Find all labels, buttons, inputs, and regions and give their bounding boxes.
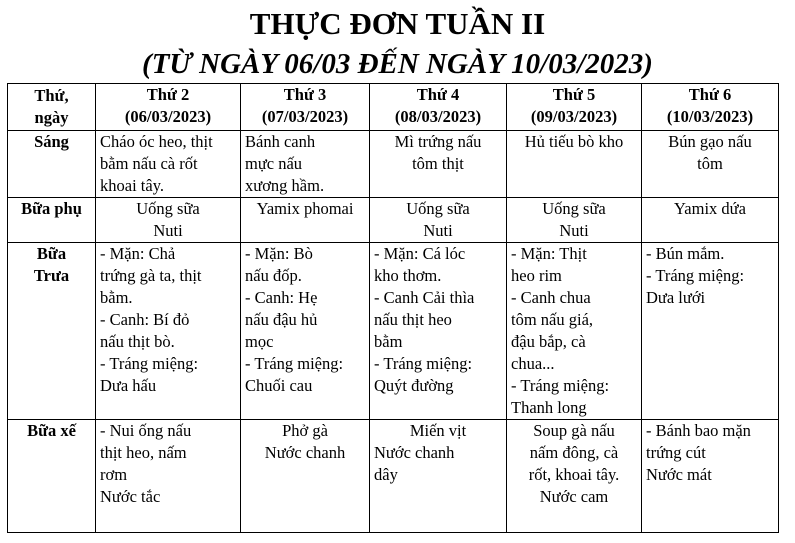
cell-bua-xe-thu-2: - Nui ống nấu thịt heo, nấm rơm Nước tắc bbox=[96, 420, 241, 533]
cell-sang-thu-2: Cháo óc heo, thịt bằm nấu cà rốt khoai tây. bbox=[96, 131, 241, 198]
row-bua-xe bbox=[8, 420, 779, 533]
header-thu-2: Thứ 2 (06/03/2023) bbox=[96, 84, 241, 131]
row-label-bua-trua: Bữa Trưa bbox=[8, 243, 96, 420]
header-thu-5: Thứ 5 (09/03/2023) bbox=[507, 84, 642, 131]
cell-sang-thu-6: Bún gạo nấu tôm bbox=[642, 131, 779, 198]
row-label-bua-phu: Bữa phụ bbox=[8, 198, 96, 243]
cell-sang-thu-5: Hủ tiếu bò kho bbox=[507, 131, 642, 198]
cell-sang-thu-3: Bánh canh mực nấu xương hầm. bbox=[241, 131, 370, 198]
cell-bua-trua-thu-6: - Bún mắm. - Tráng miệng: Dưa lưới bbox=[642, 243, 779, 420]
page-title: THỰC ĐƠN TUẦN II bbox=[249, 6, 546, 41]
cell-bua-xe-thu-4: Miến vịt Nước chanh dây bbox=[370, 420, 507, 533]
cell-bua-phu-thu-4: Uống sữa Nuti bbox=[370, 198, 507, 243]
row-bua-phu bbox=[8, 198, 779, 243]
cell-bua-phu-thu-5: Uống sữa Nuti bbox=[507, 198, 642, 243]
header-day-date: Thứ, ngày bbox=[8, 84, 96, 131]
cell-bua-phu-thu-6: Yamix dứa bbox=[642, 198, 779, 243]
cell-bua-xe-thu-6: - Bánh bao mặn trứng cút Nước mát bbox=[642, 420, 779, 533]
row-bua-trua bbox=[8, 243, 779, 420]
cell-bua-phu-thu-2: Uống sữa Nuti bbox=[96, 198, 241, 243]
page-subtitle: (TỪ NGÀY 06/03 ĐẾN NGÀY 10/03/2023) bbox=[142, 48, 653, 80]
header-thu-6: Thứ 6 (10/03/2023) bbox=[642, 84, 779, 131]
header-row bbox=[8, 84, 779, 131]
header-thu-3: Thứ 3 (07/03/2023) bbox=[241, 84, 370, 131]
row-sang bbox=[8, 131, 779, 198]
cell-bua-xe-thu-5: Soup gà nấu nấm đông, cà rốt, khoai tây. Nước cam bbox=[507, 420, 642, 533]
cell-bua-trua-thu-4: - Mặn: Cá lóc kho thơm. - Canh Cải thìa nấu thịt heo bằm - Tráng miệng: Quýt đường bbox=[370, 243, 507, 420]
cell-bua-trua-thu-2: - Mặn: Chả trứng gà ta, thịt bằm. - Canh: Bí đỏ nấu thịt bò. - Tráng miệng: Dưa hấu bbox=[96, 243, 241, 420]
row-label-bua-xe: Bữa xế bbox=[8, 420, 96, 533]
row-label-sang: Sáng bbox=[8, 131, 96, 198]
cell-bua-phu-thu-3: Yamix phomai bbox=[241, 198, 370, 243]
weekly-menu-table bbox=[7, 83, 779, 533]
cell-sang-thu-4: Mì trứng nấu tôm thịt bbox=[370, 131, 507, 198]
header-thu-4: Thứ 4 (08/03/2023) bbox=[370, 84, 507, 131]
cell-bua-xe-thu-3: Phở gà Nước chanh bbox=[241, 420, 370, 533]
cell-bua-trua-thu-3: - Mặn: Bò nấu đốp. - Canh: Hẹ nấu đậu hủ mọc - Tráng miệng: Chuối cau bbox=[241, 243, 370, 420]
cell-bua-trua-thu-5: - Mặn: Thịt heo rim - Canh chua tôm nấu giá, đậu bắp, cà chua... - Tráng miệng: Thanh long bbox=[507, 243, 642, 420]
